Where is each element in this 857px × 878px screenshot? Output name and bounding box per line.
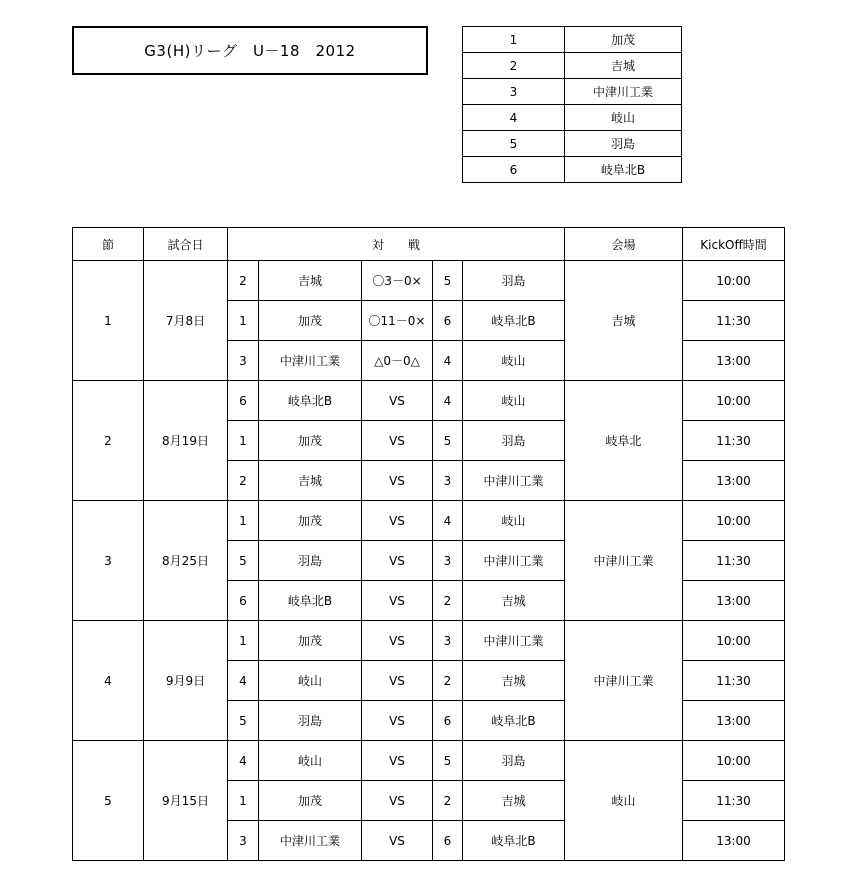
team-row	[463, 53, 682, 79]
team-number: 5	[463, 131, 565, 157]
away-team: 中津川工業	[463, 621, 565, 661]
home-team: 岐山	[259, 741, 362, 781]
home-team: 羽島	[259, 701, 362, 741]
home-team-number: 1	[228, 421, 259, 461]
away-team: 岐阜北B	[463, 821, 565, 861]
away-team-number: 5	[433, 261, 463, 301]
away-team: 吉城	[463, 581, 565, 621]
match-result: VS	[362, 701, 433, 741]
home-team-number: 1	[228, 621, 259, 661]
away-team-number: 3	[433, 461, 463, 501]
home-team: 中津川工業	[259, 821, 362, 861]
kickoff-time: 13:00	[683, 581, 785, 621]
match-date: 8月19日	[144, 381, 228, 501]
match-result: 〇11－0×	[362, 301, 433, 341]
header-match: 対 戦	[228, 228, 565, 261]
away-team: 吉城	[463, 781, 565, 821]
home-team: 加茂	[259, 501, 362, 541]
match-row	[73, 381, 785, 421]
header-date: 試合日	[144, 228, 228, 261]
schedule-table	[72, 227, 785, 861]
home-team-number: 4	[228, 661, 259, 701]
team-row	[463, 157, 682, 183]
home-team-number: 1	[228, 781, 259, 821]
team-name: 中津川工業	[565, 79, 682, 105]
match-row	[73, 741, 785, 781]
team-name: 羽島	[565, 131, 682, 157]
match-row	[73, 261, 785, 301]
page-title: G3(H)リーグ U－18 2012	[72, 26, 428, 75]
away-team-number: 4	[433, 341, 463, 381]
match-date: 9月15日	[144, 741, 228, 861]
home-team: 中津川工業	[259, 341, 362, 381]
header-venue: 会場	[565, 228, 683, 261]
match-result: 〇3－0×	[362, 261, 433, 301]
home-team: 岐阜北B	[259, 381, 362, 421]
match-date: 7月8日	[144, 261, 228, 381]
team-number: 2	[463, 53, 565, 79]
venue: 中津川工業	[565, 501, 683, 621]
home-team-number: 3	[228, 341, 259, 381]
match-result: VS	[362, 421, 433, 461]
away-team: 羽島	[463, 421, 565, 461]
kickoff-time: 10:00	[683, 741, 785, 781]
away-team-number: 2	[433, 781, 463, 821]
venue: 中津川工業	[565, 621, 683, 741]
venue: 吉城	[565, 261, 683, 381]
away-team-number: 6	[433, 701, 463, 741]
team-number: 4	[463, 105, 565, 131]
kickoff-time: 13:00	[683, 341, 785, 381]
round-number: 2	[73, 381, 144, 501]
match-result: VS	[362, 821, 433, 861]
team-list-table	[462, 26, 682, 183]
away-team: 岐阜北B	[463, 701, 565, 741]
away-team-number: 4	[433, 501, 463, 541]
match-date: 8月25日	[144, 501, 228, 621]
kickoff-time: 11:30	[683, 781, 785, 821]
match-result: VS	[362, 621, 433, 661]
away-team-number: 3	[433, 621, 463, 661]
round-number: 4	[73, 621, 144, 741]
away-team-number: 2	[433, 661, 463, 701]
kickoff-time: 11:30	[683, 661, 785, 701]
match-row	[73, 501, 785, 541]
home-team: 加茂	[259, 301, 362, 341]
home-team: 吉城	[259, 261, 362, 301]
kickoff-time: 10:00	[683, 261, 785, 301]
venue: 岐山	[565, 741, 683, 861]
home-team-number: 1	[228, 501, 259, 541]
match-result: VS	[362, 541, 433, 581]
away-team: 岐阜北B	[463, 301, 565, 341]
round-number: 3	[73, 501, 144, 621]
home-team: 加茂	[259, 621, 362, 661]
away-team-number: 6	[433, 821, 463, 861]
home-team-number: 2	[228, 461, 259, 501]
match-result: VS	[362, 461, 433, 501]
team-name: 岐阜北B	[565, 157, 682, 183]
home-team: 岐阜北B	[259, 581, 362, 621]
away-team-number: 6	[433, 301, 463, 341]
home-team-number: 5	[228, 701, 259, 741]
team-number: 6	[463, 157, 565, 183]
round-number: 1	[73, 261, 144, 381]
away-team: 岐山	[463, 501, 565, 541]
match-result: VS	[362, 501, 433, 541]
match-result: VS	[362, 381, 433, 421]
match-result: VS	[362, 581, 433, 621]
away-team: 羽島	[463, 741, 565, 781]
kickoff-time: 13:00	[683, 701, 785, 741]
match-result: △0－0△	[362, 341, 433, 381]
home-team-number: 1	[228, 301, 259, 341]
home-team: 加茂	[259, 421, 362, 461]
header-round: 節	[73, 228, 144, 261]
away-team: 中津川工業	[463, 541, 565, 581]
home-team-number: 3	[228, 821, 259, 861]
away-team-number: 4	[433, 381, 463, 421]
team-name: 岐山	[565, 105, 682, 131]
match-result: VS	[362, 661, 433, 701]
team-row	[463, 27, 682, 53]
home-team-number: 5	[228, 541, 259, 581]
kickoff-time: 10:00	[683, 621, 785, 661]
home-team-number: 6	[228, 381, 259, 421]
match-result: VS	[362, 741, 433, 781]
kickoff-time: 10:00	[683, 381, 785, 421]
away-team-number: 2	[433, 581, 463, 621]
team-number: 3	[463, 79, 565, 105]
team-row	[463, 105, 682, 131]
away-team: 中津川工業	[463, 461, 565, 501]
kickoff-time: 11:30	[683, 301, 785, 341]
away-team: 羽島	[463, 261, 565, 301]
team-row	[463, 79, 682, 105]
home-team-number: 2	[228, 261, 259, 301]
match-date: 9月9日	[144, 621, 228, 741]
kickoff-time: 13:00	[683, 461, 785, 501]
kickoff-time: 13:00	[683, 821, 785, 861]
home-team: 岐山	[259, 661, 362, 701]
header-kickoff: KickOff時間	[683, 228, 785, 261]
team-row	[463, 131, 682, 157]
match-result: VS	[362, 781, 433, 821]
away-team-number: 5	[433, 421, 463, 461]
kickoff-time: 11:30	[683, 541, 785, 581]
home-team-number: 6	[228, 581, 259, 621]
round-number: 5	[73, 741, 144, 861]
team-name: 吉城	[565, 53, 682, 79]
kickoff-time: 10:00	[683, 501, 785, 541]
kickoff-time: 11:30	[683, 421, 785, 461]
away-team: 吉城	[463, 661, 565, 701]
home-team-number: 4	[228, 741, 259, 781]
home-team: 加茂	[259, 781, 362, 821]
away-team: 岐山	[463, 341, 565, 381]
away-team: 岐山	[463, 381, 565, 421]
home-team: 吉城	[259, 461, 362, 501]
team-number: 1	[463, 27, 565, 53]
away-team-number: 3	[433, 541, 463, 581]
schedule-header-row	[73, 228, 785, 261]
match-row	[73, 621, 785, 661]
home-team: 羽島	[259, 541, 362, 581]
venue: 岐阜北	[565, 381, 683, 501]
team-name: 加茂	[565, 27, 682, 53]
away-team-number: 5	[433, 741, 463, 781]
